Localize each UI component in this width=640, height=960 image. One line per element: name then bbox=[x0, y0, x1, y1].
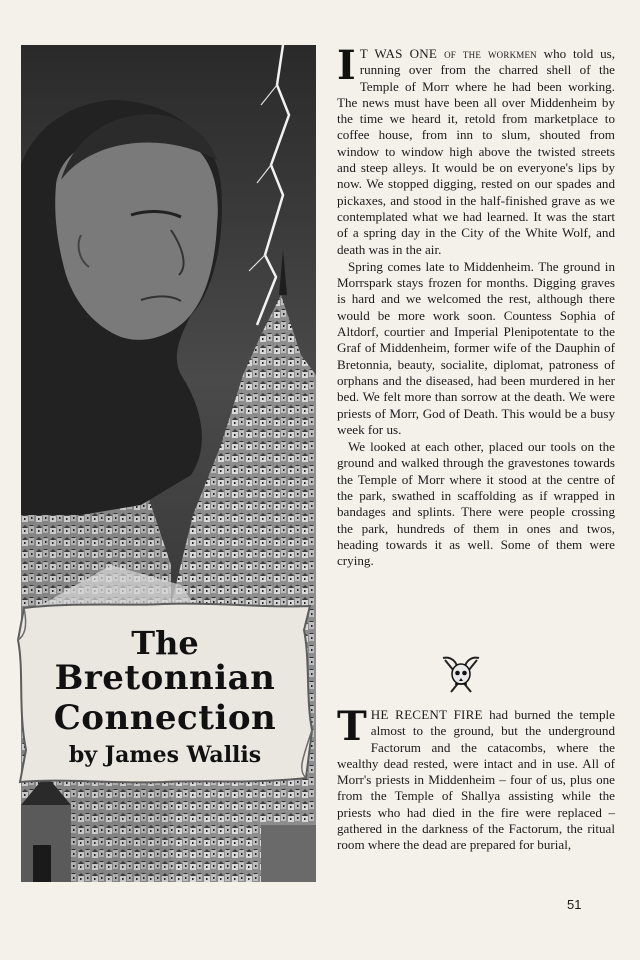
drop-cap: T bbox=[337, 703, 367, 750]
paragraph-1 bbox=[337, 42, 615, 258]
paragraph-text: who told us, running over from the charred shell of the Temple of Morr where he had been working. The news must have been all over Middenheim by the time we heard it, retold from marketplace to coffee house, from inn to slum, shouted from window to window high above the twisted streets and steep alleys. It would be on everyone's lips by now. We stopped digging, rested on our spades and pickaxes, and stood in the half-finished grave as we contemplated what we had learned. It was the start of a spring day in the City of the White Wolf, and death was in the air. bbox=[337, 46, 615, 257]
story-section-1 bbox=[337, 42, 615, 571]
lead-in: T WAS ONE of the workmen bbox=[359, 46, 537, 61]
paragraph-2: Spring comes late to Middenheim. The ground in Morrspark stays frozen for months. Digging graves is hard and we welcomed the rest, although there would be more work soon. Countess Sophia of Altdorf, courtier and Imperial Plenipotentate to the Graf of Middenheim, former wife of the Dauphin of Bretonnia, beauty, socialite, diplomat, patroness of orphans and the diseased, had been murdered in her bed. We felt more than sorrow at the death. We were priests of Morr, God of Death. This would be a busy week for us. bbox=[337, 258, 615, 437]
title-line-1: The bbox=[131, 624, 199, 662]
paragraph-4 bbox=[337, 703, 615, 854]
title-line-2: Bretonnian bbox=[54, 658, 276, 698]
lead-in: HE RECENT FIRE bbox=[370, 707, 483, 722]
author-byline: by James Wallis bbox=[68, 742, 262, 768]
title-banner bbox=[14, 600, 316, 786]
story-section-2 bbox=[337, 703, 615, 855]
page-number: 51 bbox=[567, 897, 582, 912]
paragraph-3: We looked at each other, placed our tools on the ground and walked through the gravestones towards the Temple of Morr where it stood at the centre of the park, swathed in scaffolding as if wrapped in bandages and splints. There were people crossing the park, hundreds of them in ones and twos, heading towards it as well. Some of them were crying. bbox=[337, 439, 615, 569]
title-line-3: Connection bbox=[53, 698, 277, 738]
drop-cap: I bbox=[337, 42, 356, 89]
skull-scythes-ornament-icon bbox=[437, 654, 485, 696]
paragraph-text: had burned the temple almost to the ground, but the underground Factorum and the catacombs, where the wealthy dead rested, were intact and in use. All of Morr's priests in Middenheim – four of us, plus one from the Temple of Shallya assisting while the priests who had died in the fire were replaced – gathered in the darkness of the Factorum, the ritual room where the dead are prepared for burial, bbox=[337, 707, 615, 853]
